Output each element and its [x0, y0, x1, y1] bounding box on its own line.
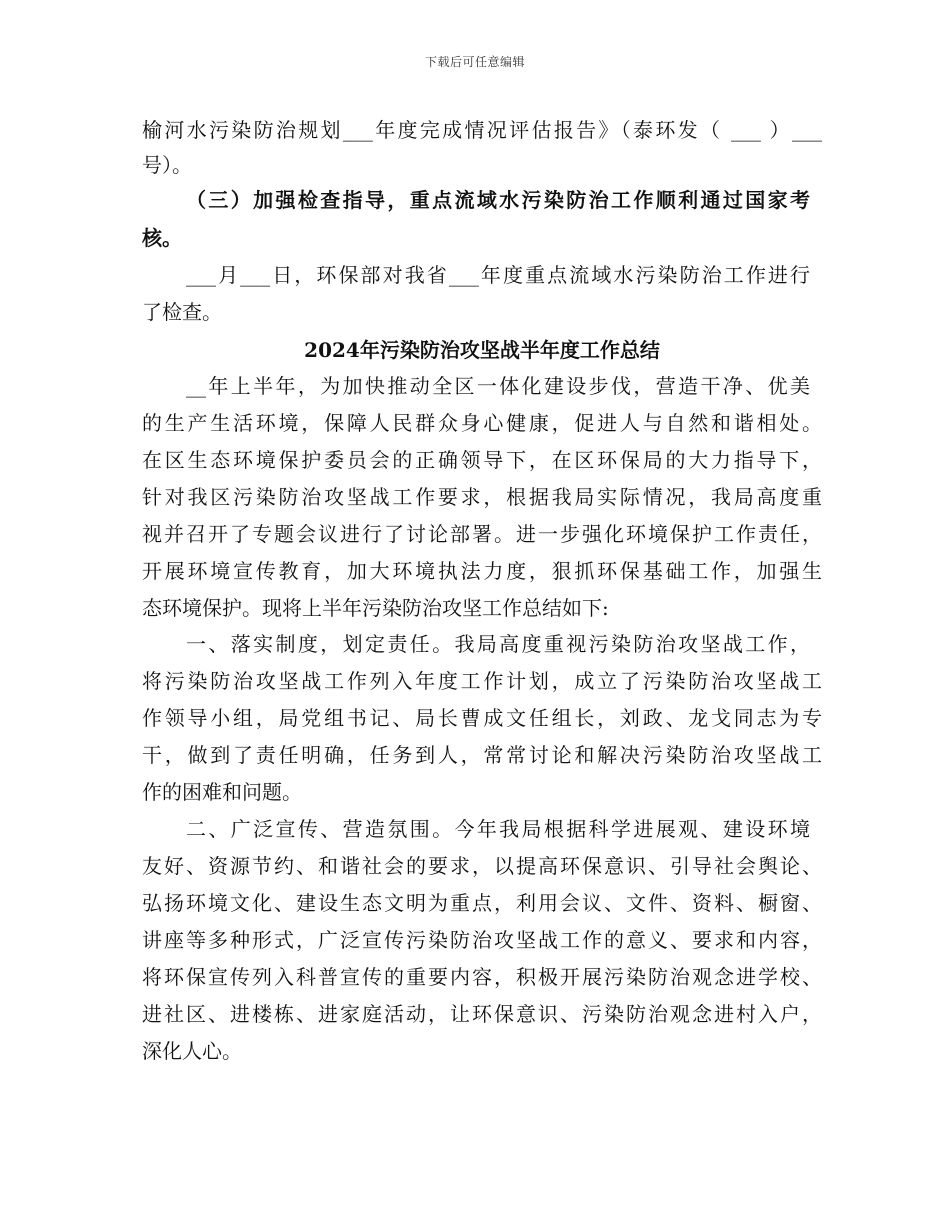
page-header: 下载后可任意编辑 — [424, 55, 525, 69]
body-line: 视并召开了专题会议进行了讨论部署。进一步强化环境保护工作责任， — [142, 522, 822, 546]
body-line: 在区生态环境保护委员会的正确领导下，在区环保局的大力指导下， — [142, 448, 822, 472]
body-line: 了检查。 — [142, 300, 222, 324]
body-line: 二、广泛宣传、营造氛围。今年我局根据科学进展观、建设环境 — [186, 817, 810, 841]
body-line: 讲座等多种形式，广泛宣传污染防治攻坚战工作的意义、要求和内容， — [142, 928, 822, 952]
body-line: ___月___日，环保部对我省___年度重点流域水污染防治工作进行 — [186, 263, 810, 287]
body-line: 将环保宣传列入科普宣传的重要内容，积极开展污染防治观念进学校、 — [142, 965, 822, 989]
body-line: 作领导小组，局党组书记、局长曹成文任组长，刘政、龙戈同志为专 — [142, 706, 822, 730]
body-line: 一、落实制度，划定责任。我局高度重视污染防治攻坚战工作， — [186, 632, 810, 656]
body-line: 针对我区污染防治攻坚战工作要求，根据我局实际情况，我局高度重 — [142, 485, 822, 509]
body-line: __年上半年，为加快推动全区一体化建设步伐，营造干净、优美 — [186, 374, 810, 398]
body-line: 干，做到了责任明确，任务到人，常常讨论和解决污染防治攻坚战工 — [142, 743, 822, 767]
body-line: 深化人心。 — [142, 1039, 242, 1063]
body-line: 作的困难和问题。 — [142, 780, 302, 804]
body-line: 将污染防治攻坚战工作列入年度工作计划，成立了污染防治攻坚战工 — [142, 669, 822, 693]
section-heading: 核。 — [142, 226, 182, 250]
body-line: 号）。 — [142, 153, 192, 177]
section-heading: （三）加强检查指导，重点流域水污染防治工作顺利通过国家考 — [186, 188, 810, 212]
body-line: 开展环境宣传教育，加大环境执法力度，狠抓环保基础工作，加强生 — [142, 559, 822, 583]
document-title: 2024年污染防治攻坚战半年度工作总结 — [304, 338, 660, 362]
body-line: 的生产生活环境，保障人民群众身心健康，促进人与自然和谐相处。 — [142, 411, 822, 435]
body-line: 态环境保护。现将上半年污染防治攻坚工作总结如下: — [142, 596, 609, 620]
body-line: 弘扬环境文化、建设生态文明为重点，利用会议、文件、资料、橱窗、 — [142, 891, 822, 915]
body-line: 榆河水污染防治规划___年度完成情况评估报告》（泰环发（ ___ ）___ — [142, 118, 822, 142]
body-line: 进社区、进楼栋、进家庭活动，让环保意识、污染防治观念进村入户， — [142, 1002, 822, 1026]
body-line: 友好、资源节约、和谐社会的要求，以提高环保意识、引导社会舆论、 — [142, 854, 822, 878]
